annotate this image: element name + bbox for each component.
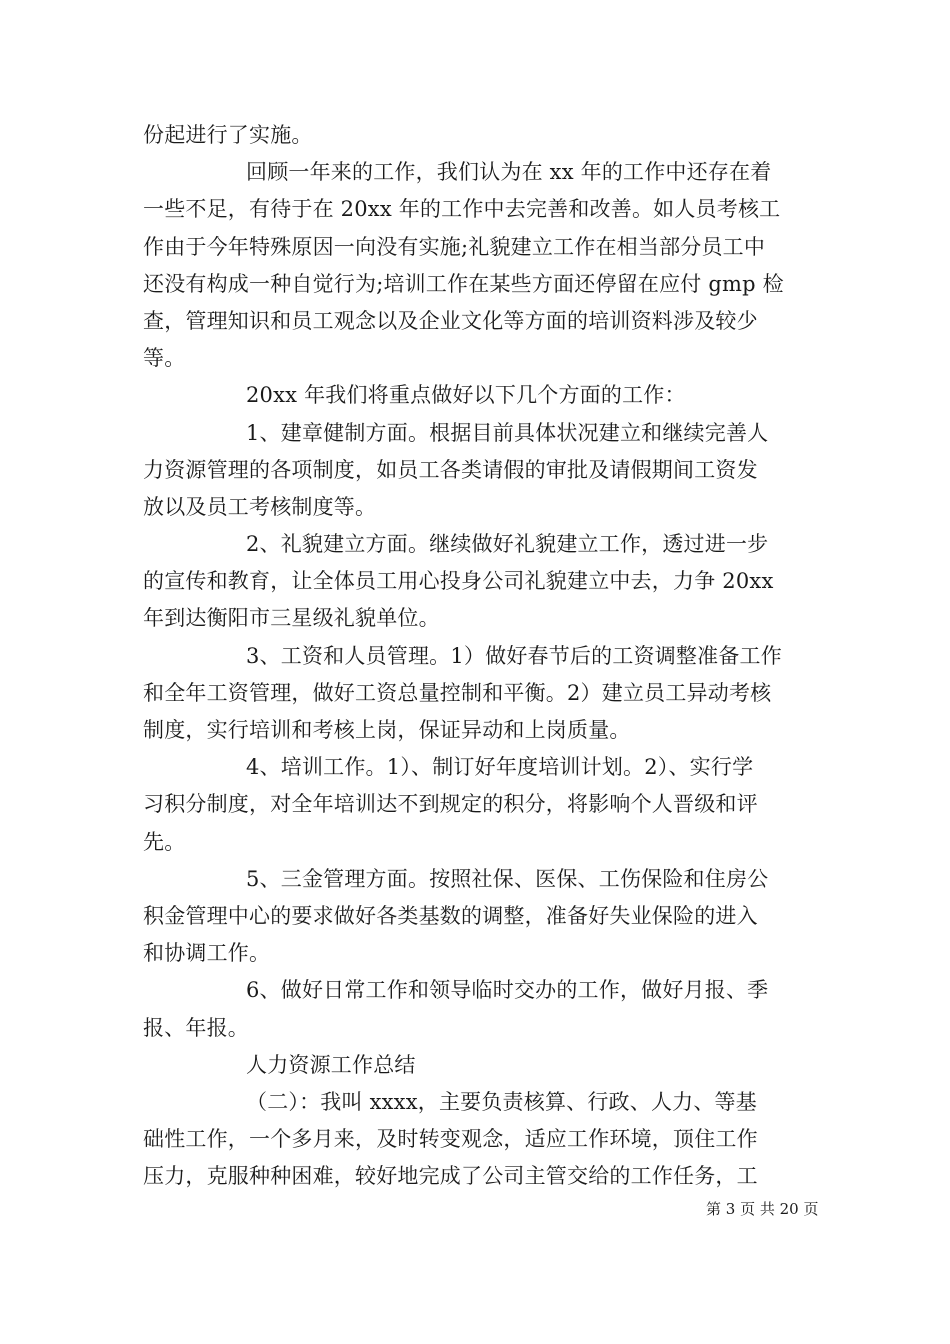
- text-line: 放以及员工考核制度等。: [143, 494, 377, 519]
- text-line: （二）：我叫 xxxx，主要负责核算、行政、人力、等基: [246, 1089, 757, 1114]
- text-line: 制度，实行培训和考核上岗，保证异动和上岗质量。: [143, 718, 631, 742]
- text-line: 习积分制度，对全年培训达不到规定的积分，将影响个人晋级和评: [143, 792, 758, 817]
- text-line: 础性工作，一个多月来，及时转变观念，适应工作环境，顶住工作: [143, 1127, 758, 1152]
- text-line: 积金管理中心的要求做好各类基数的调整，准备好失业保险的进入: [143, 903, 758, 928]
- text-line: 力资源管理的各项制度，如员工各类请假的审批及请假期间工资发: [143, 457, 758, 482]
- text-line: 20xx 年我们将重点做好以下几个方面的工作：: [246, 383, 686, 408]
- section-heading: 人力资源工作总结: [246, 1052, 416, 1077]
- text-line: 和协调工作。: [143, 941, 271, 966]
- text-line: 压力，克服种种困难，较好地完成了公司主管交给的工作任务，工: [143, 1164, 758, 1189]
- text-line: 3、工资和人员管理。1）做好春节后的工资调整准备工作: [246, 643, 782, 668]
- text-line: 作由于今年特殊原因一向没有实施;礼貌建立工作在相当部分员工中: [143, 234, 766, 259]
- text-line: 先。: [143, 829, 186, 854]
- text-line: 1、建章健制方面。根据目前具体状况建立和继续完善人: [246, 420, 769, 445]
- text-line: 报、年报。: [143, 1015, 249, 1040]
- text-line: 还没有构成一种自觉行为;培训工作在某些方面还停留在应付 gmp 检: [143, 271, 784, 296]
- text-line: 份起进行了实施。: [143, 123, 313, 147]
- text-line: 和全年工资管理，做好工资总量控制和平衡。2）建立员工异动考核: [143, 680, 772, 705]
- text-line: 一些不足，有待于在 20xx 年的工作中去完善和改善。如人员考核工: [143, 197, 781, 222]
- text-line: 年到达衡阳市三星级礼貌单位。: [143, 606, 440, 631]
- text-line: 回顾一年来的工作，我们认为在 xx 年的工作中还存在着: [246, 160, 772, 185]
- text-line: 查，管理知识和员工观念以及企业文化等方面的培训资料涉及较少: [143, 308, 758, 333]
- text-line: 等。: [143, 346, 186, 371]
- page-number: 第 3 页 共 20 页: [706, 1200, 819, 1218]
- text-line: 5、三金管理方面。按照社保、医保、工伤保险和住房公: [246, 866, 769, 891]
- text-line: 6、做好日常工作和领导临时交办的工作，做好月报、季: [246, 978, 769, 1003]
- text-line: 的宣传和教育，让全体员工用心投身公司礼貌建立中去，力争 20xx: [143, 569, 774, 594]
- body-text: [143, 117, 807, 1195]
- text-line: 2、礼貌建立方面。继续做好礼貌建立工作，透过进一步: [246, 532, 769, 557]
- text-line: 4、培训工作。1）、制订好年度培训计划。2）、实行学: [246, 755, 754, 780]
